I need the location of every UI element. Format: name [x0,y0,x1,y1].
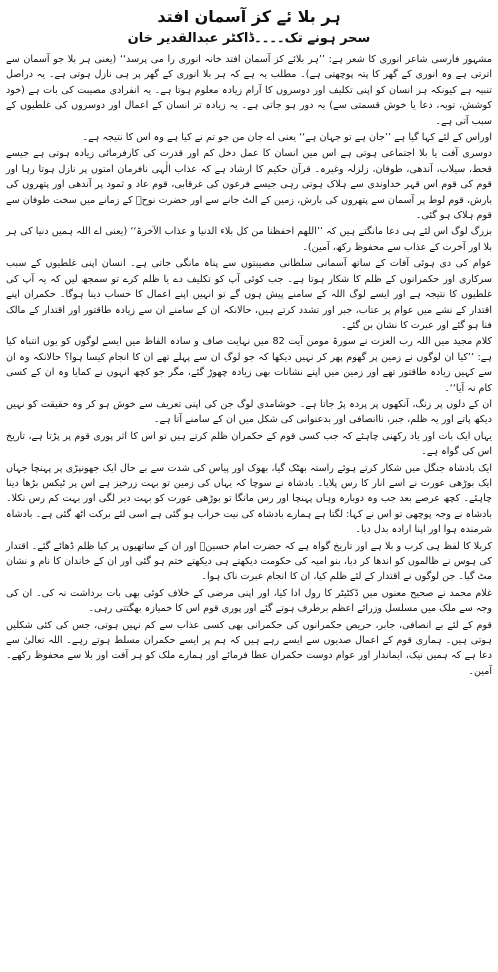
paragraph: دوسری آفت یا بلا اجتماعی ہوتی ہے اس میں انسان کا عمل دخل کم اور قدرت کی کارفرمائی زیادہ ہوتی ہے جیسے قحط، سیلاب، آندھی، طوفان، زلزلہ وغیرہ۔ قرآن حکیم کا ارشاد ہے کہ عذاب الٰہی نافرمان امتوں پر نازل ہوتا رہا اور قوم کی قوم اس قہر خداوندی سے ہلاک ہوتی رہی جیسے فرعون کی غرقابی، قوم عاد و ثمود پر آندھی اور پتھروں کی بارش، قوم لوط پر آسمان سے پتھروں کی بارش، زمین کے الٹ جانے سے اور حضرت نوحؑ کے زمانے میں سخت طوفان سے قوم ہلاک ہو گئی۔ [6,148,492,222]
paragraph: کلام مجید میں اللہ رب العزت نے سورۃ مومن آیت 82 میں نہایت صاف و سادہ الفاظ میں ایسے لوگوں کو یوں انتباہ کیا ہے: ’’کیا ان لوگوں نے زمین پر گھوم پھر کر نہیں دیکھا کہ جو لوگ ان سے پہلے تھے ان کا انجام کیسا ہوا؟ حالانکہ وہ ان سے کہیں زیادہ طاقتور تھے اور زمین میں اپنے نشانات بھی زیادہ چھوڑ گئے، مگر جو کچھ انہوں نے کمایا وہ ان کے کسی کام نہ آیا‘‘۔ [6,336,492,394]
paragraph: اوراس کے لئے کہا گیا ہے ’’جان ہے تو جہان ہے‘‘ یعنی اے جان من جو تم نے کیا ہے وہ اس کا نتیجہ ہے۔ [82,132,492,144]
article-headline: ہر بلا ئے کز آسمان افتد [157,7,341,26]
paragraph: قوم کے لئے بے انصافی، جابر، حریص حکمرانوں کی حکمرانی بھی کسی عذاب سے کم نہیں ہوتی، جس کی کئی شکلیں ہوتی ہیں۔ ہماری قوم کے اعمال صدیوں سے ایسے رہے ہیں کہ ہم پر ایسے حکمران مسلط ہوتے رہے۔ اللہ تعالیٰ سے دعا ہے کہ ہمیں نیک، ایماندار اور عوام دوست حکمران عطا فرمائے اور ہمارے ملک کو ہر آفت اور بلا سے محفوظ رکھے۔ آمین۔ [6,619,492,677]
paragraph: کربلا کا لفظ ہی کرب و بلا ہے اور تاریخ گواہ ہے کہ حضرت امام حسینؓ اور ان کے ساتھیوں پر کیا ظلم ڈھائے گئے۔ اقتدار کی ہوس نے ظالموں کو اندھا کر دیا، بنو امیہ کی حکومت دیکھتے ہی دیکھتے ختم ہو گئی اور ان کے خاندان کا نام و نشان مٹ گیا۔ جن لوگوں نے اقتدار کے لئے ظلم کیا، ان کا انجام عبرت ناک ہوا۔ [6,540,492,583]
paragraph: ان کے دلوں پر زنگ، آنکھوں پر پردہ پڑ جاتا ہے۔ خوشامدی لوگ جن کی اپنی تعریف سے خوش ہو کر وہ حقیقت کو نہیں دیکھ پاتے اور یہ ظلم، جبر، ناانصافی اور بدعنوانی کی شکل میں ان کے سامنے آتا ہے۔ [6,398,492,426]
paragraph: عوام کی دی ہوئی آفات کے ساتھ آسمانی سلطانی مصیبتوں سے پناہ مانگی جاتی ہے۔ انسان اپنی غلطیوں کے سبب سرکاری اور حکمرانوں کے ظلم کا شکار ہوتا ہے۔ جب کوئی آپ کو تکلیف دے یا ظلم کرے تو سمجھ لیں کہ یہ آپ کی غلطیوں کا نتیجہ ہے اور ایسے لوگ اللہ کے سامنے پیش ہوں گے تو انہیں اپنے اعمال کا حساب دینا ہوگا۔ حکمران اپنے اقتدار کے نشے میں عوام پر عتاب، جبر اور تشدد کرتے ہیں، حالانکہ ان کے سامنے ان سے زیادہ طاقتور اور اقتدار کے مالک فنا ہو گئے اور عبرت کا نشان بن گئے۔ [6,258,492,331]
paragraph: ایک بادشاہ جنگل میں شکار کرتے ہوئے راستہ بھٹک گیا، بھوک اور پیاس کی شدت سے بے حال ایک جھونپڑی پر پہنچا جہاں ایک بوڑھی عورت نے اسے انار کا رس پلایا۔ بادشاہ نے سوچا کہ یہاں کی زمین تو بہت زرخیز ہے اس پر ٹیکس بڑھا دینا چاہئے۔ کچھ عرصے بعد جب وہ دوبارہ وہاں پہنچا اور رس مانگا تو بوڑھی عورت کو بہت دیر لگی اور بہت کم رس نکلا۔ بادشاہ نے وجہ پوچھی تو اس نے کہا: لگتا ہے ہمارے بادشاہ کی نیت خراب ہو گئی ہے اسی لئے برکت اٹھ گئی ہے۔ بادشاہ شرمندہ ہوا اور اپنا ارادہ بدل دیا۔ [6,462,492,536]
article-byline: سحر ہونے تک۔۔۔۔ڈاکٹر عبدالقدیر خان [127,31,371,46]
paragraph: غلام محمد نے صحیح معنوں میں ڈکٹیٹر کا رول ادا کیا، اور اپنی مرضی کے خلاف کوئی بھی بات برداشت نہ کی۔ ان کی وجہ سے ملک میں مسلسل وزرائے اعظم برطرف ہوتے گئے اور پوری قوم اس کا خمیازہ بھگتتی رہی۔ [6,587,492,615]
paragraph: مشہور فارسی شاعر انوری کا شعر ہے: ’’ہر بلائے کز آسمان افتد خانہ انوری را می پرسد‘‘ (یعنی ہر بلا جو آسمان سے اترتی ہے وہ انوری کے گھر کا پتہ پوچھتی ہے)۔ مطلب یہ ہے کہ ہر بلا انوری کے گھر پر ہی نازل ہوتی ہے۔ یہ دراصل تنبیہ ہے کیونکہ ہر انسان کو اپنی تکلیف اور دوسروں کا آرام زیادہ معلوم ہوتا ہے۔ یہ انفرادی مصیبت کی بات ہے (خود کوشش، توبہ، دعا یا خوش قسمتی سے) یہ دور ہو جاتی ہے۔ یہ زیادہ تر انسان کے اعمال اور دوسروں کی غلطیوں کے سبب آتی ہے۔ [6,54,492,127]
paragraph: یہاں ایک بات اور یاد رکھنی چاہئے کہ جب کسی قوم کے حکمران ظلم کرتے ہیں تو اس کا اثر پوری قوم پر پڑتا ہے، تاریخ اس کی گواہ ہے۔ [6,430,492,458]
article-body [6,52,492,679]
paragraph: بزرگ لوگ اس لئے ہی دعا مانگتے ہیں کہ ’’اللھم احفظنا من کل بلاء الدنیا و عذاب الآخرۃ‘‘ (یعنی اے اللہ ہمیں دنیا کی ہر بلا اور آخرت کے عذاب سے محفوظ رکھ، آمین)۔ [6,226,492,253]
